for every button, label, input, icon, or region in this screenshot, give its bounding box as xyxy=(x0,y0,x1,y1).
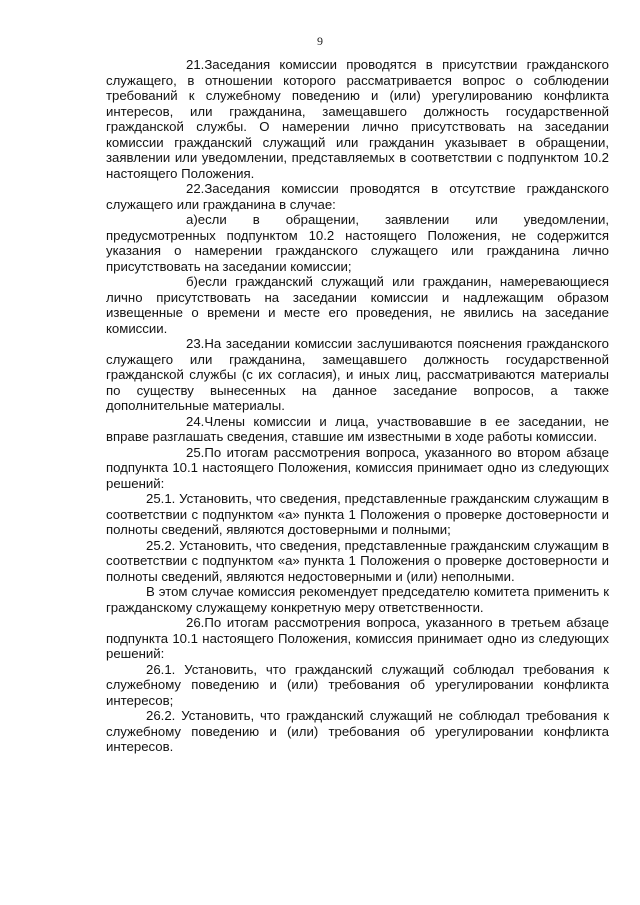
document-body xyxy=(106,57,609,755)
paragraph-text: На заседании комиссии заслушиваются пояснения гражданского служащего или гражданина, замещавшего должность государственной гражданской службы (с их согласия), и иных лиц, рассматриваются материалы по существу вынесенных на данное заседание вопросов, а также дополнительные материалы. xyxy=(106,336,609,413)
paragraph-text: По итогам рассмотрения вопроса, указанного в третьем абзаце подпункта 10.1 настоящего Положения, комиссия принимает одно из следующих решений: xyxy=(106,615,609,661)
paragraph-text: Установить, что гражданский служащий не соблюдал требования к служебному поведению и (или) требования об урегулировании конфликта интересов. xyxy=(106,708,609,754)
paragraph-text: Заседания комиссии проводятся в присутствии гражданского служащего, в отношении которого рассматривается вопрос о соблюдении требований к служебному поведению и (или) урегулированию конфликта интересов, или гражданина, замещавшего должность государственной гражданской службы. О намерении лично присутствовать на заседании комиссии гражданский служащий или гражданин указывает в обращении, заявлении или уведомлении, представляемых в соответствии с подпунктом 10.2 настоящего Положения. xyxy=(106,57,609,181)
paragraph-text: Заседания комиссии проводятся в отсутствие гражданского служащего или гражданина в случае: xyxy=(106,181,609,212)
paragraph-21 xyxy=(106,57,609,181)
paragraph-number: 22. xyxy=(186,181,205,196)
paragraph-number: 25.1. xyxy=(146,491,176,506)
paragraph-25-2 xyxy=(106,538,609,585)
paragraph-number: 26.1. xyxy=(146,661,176,677)
paragraph-text: Члены комиссии и лица, участвовавшие в ее заседании, не вправе разглашать сведения, ставшие им известными в ходе работы комиссии. xyxy=(106,413,609,444)
subparagraph-letter: а) xyxy=(186,212,198,227)
paragraph-text: По итогам рассмотрения вопроса, указанного во втором абзаце подпункта 10.1 настоящего Положения, комиссия принимает одно из следующих решений: xyxy=(106,444,609,491)
paragraph-text: Установить, что сведения, представленные гражданским служащим в соответствии с подпунктом «а» пункта 1 Положения о проверке достоверности и полноты сведений, являются недостоверными и (или) неполными. xyxy=(106,537,609,584)
paragraph-number: 21. xyxy=(186,57,205,72)
paragraph-24 xyxy=(106,414,609,445)
paragraph-25-1 xyxy=(106,491,609,538)
paragraph-text: В этом случае комиссия рекомендует председателю комитета применить к гражданскому служащему конкретную меру ответственности. xyxy=(106,584,609,615)
page-number: 9 xyxy=(317,34,323,48)
paragraph-26-1 xyxy=(106,662,609,709)
paragraph-number: 26. xyxy=(186,615,205,630)
paragraph-23 xyxy=(106,336,609,414)
paragraph-text: если гражданский служащий или гражданин, намеревающиеся лично присутствовать на заседании комиссии и надлежащим образом извещенные о времени и месте его проведения, не явились на заседание комиссии. xyxy=(106,274,609,336)
paragraph-text: Установить, что гражданский служащий соблюдал требования к служебному поведению и (или) требования об урегулировании конфликта интересов; xyxy=(106,661,609,708)
paragraph-text: Установить, что сведения, представленные гражданским служащим в соответствии с подпунктом «а» пункта 1 Положения о проверке достоверности и полноты сведений, являются достоверными и полными; xyxy=(106,491,609,537)
paragraph-number: 25.2. xyxy=(146,537,176,553)
paragraph-25-note xyxy=(106,584,609,615)
subparagraph-letter: б) xyxy=(186,274,198,289)
paragraph-number: 25. xyxy=(186,444,205,460)
paragraph-number: 23. xyxy=(186,336,205,351)
paragraph-25 xyxy=(106,445,609,492)
paragraph-number: 26.2. xyxy=(146,708,176,723)
paragraph-text: если в обращении, заявлении или уведомлении, предусмотренных подпунктом 10.2 настоящего Положения, не содержится указания о намерении гражданского служащего или гражданина лично присутствовать на заседании комиссии; xyxy=(106,212,609,274)
paragraph-22 xyxy=(106,181,609,212)
subparagraph-a xyxy=(106,212,609,274)
subparagraph-b xyxy=(106,274,609,336)
paragraph-26 xyxy=(106,615,609,662)
paragraph-26-2 xyxy=(106,708,609,755)
paragraph-number: 24. xyxy=(186,413,205,429)
